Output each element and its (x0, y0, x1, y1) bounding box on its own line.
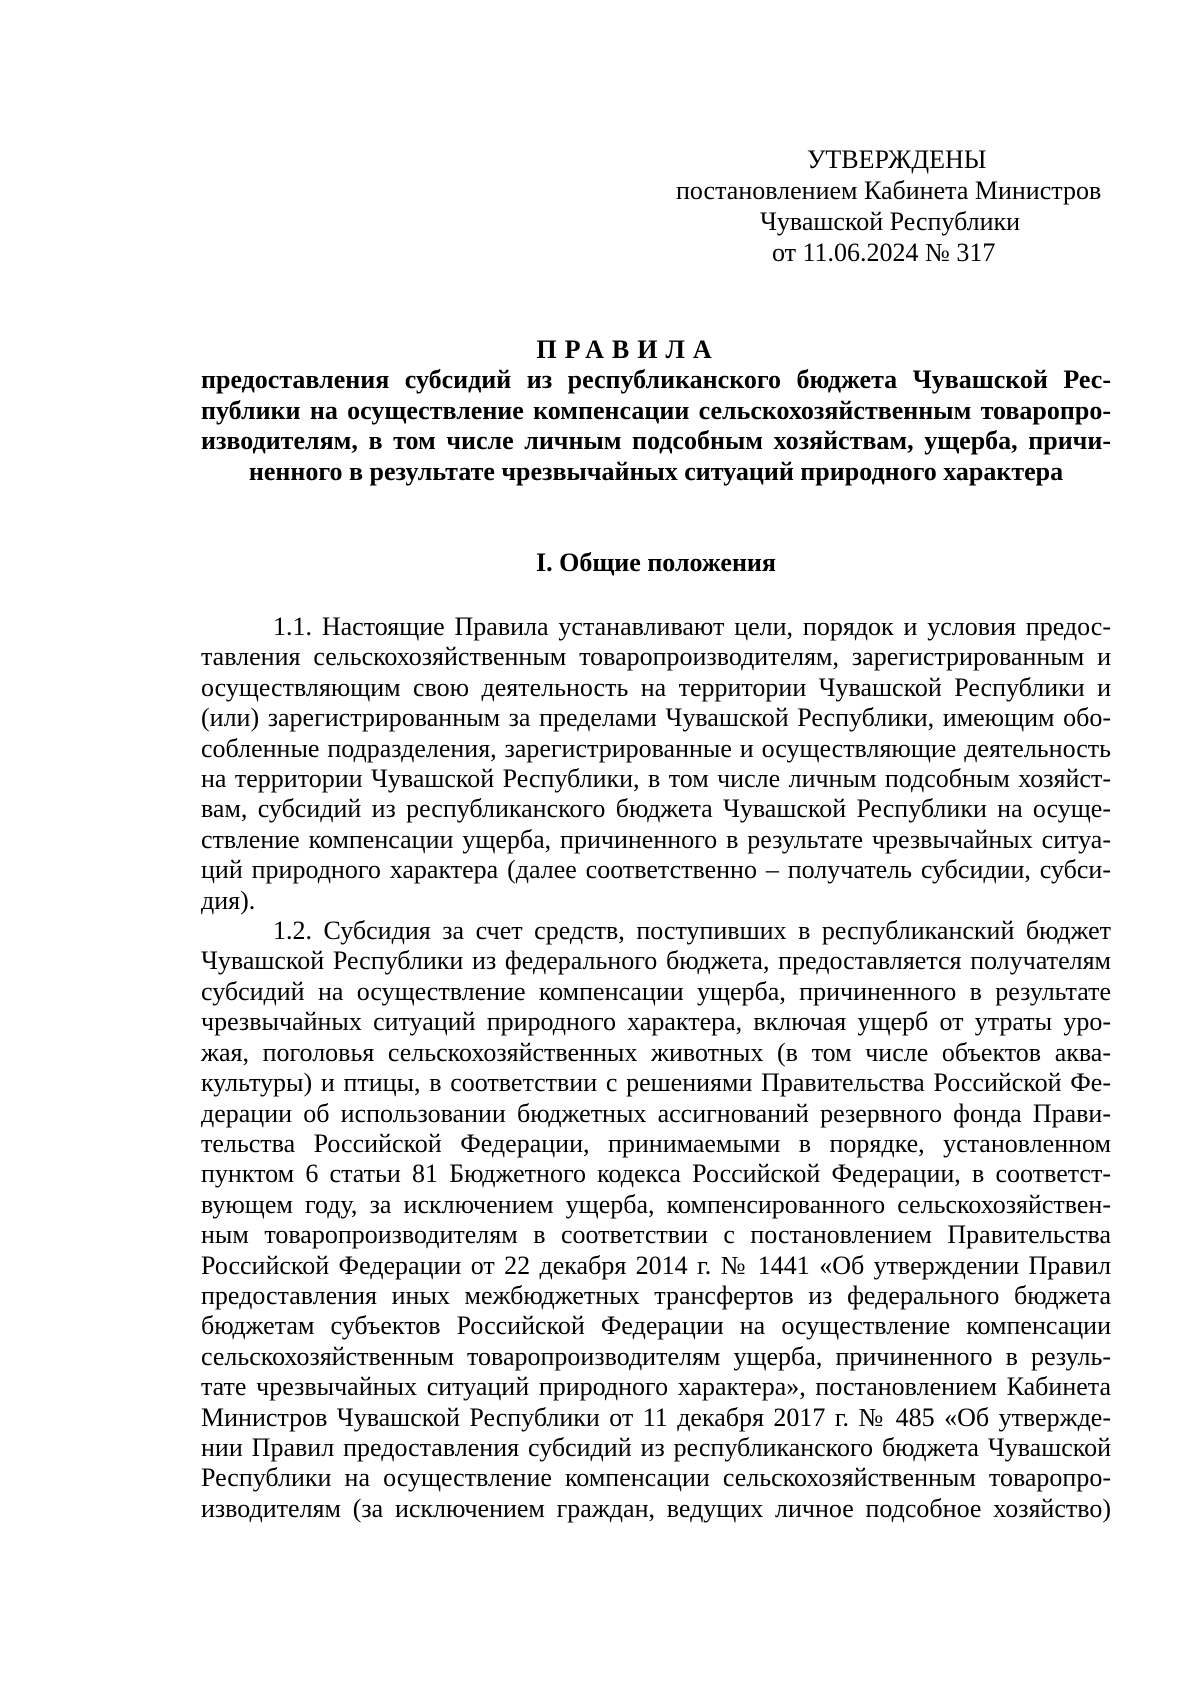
paragraph-1-1-line: собленные подразделения, зарегистрированные и осуществляющие деятельность (201, 733, 1111, 763)
document-subtitle (201, 365, 1111, 487)
paragraph-1-1-line: 1.1. Настоящие Правила устанавливают цели, порядок и условия предос- (273, 612, 1111, 641)
subtitle-line: публики на осуществление компенсации сельскохозяйственным товаропро- (201, 395, 1111, 425)
paragraph-1-2-line: тате чрезвычайных ситуаций природного характера», постановлением Кабинета (201, 1372, 1111, 1402)
subtitle-line: предоставления субсидий из республиканского бюджета Чувашской Рес- (201, 365, 1111, 394)
paragraph-1-1-line: вам, субсидий из республиканского бюджета Чувашской Республики на осуще- (201, 794, 1111, 824)
paragraph-1-1-line: (или) зарегистрированным за пределами Чувашской Республики, имеющим обо- (201, 703, 1111, 733)
paragraph-1-2-line: сельскохозяйственным товаропроизводителям ущерба, причиненного в резуль- (201, 1341, 1111, 1371)
subtitle-line: изводителям, в том числе личным подсобным хозяйствам, ущерба, причи- (201, 426, 1111, 455)
paragraph-1-1-line: тавления сельскохозяйственным товаропроизводителям, зарегистрированным и (201, 642, 1111, 672)
paragraph-1-2-line: предоставления иных межбюджетных трансфертов из федерального бюджета (201, 1280, 1111, 1310)
section-heading: I. Общие положения (536, 548, 776, 577)
document-title: ПРАВИЛА (536, 335, 720, 364)
paragraph-1-2-line: ным товаропроизводителям в соответствии с постановлением Правительства (201, 1220, 1111, 1250)
approval-issuer: постановлением Кабинета Министров (676, 176, 1102, 205)
paragraph-1-2-line: пунктом 6 статьи 81 Бюджетного кодекса Российской Федерации, в соответст- (201, 1159, 1111, 1189)
paragraph-1-2-line: Республики на осуществление компенсации сельскохозяйственным товаропро- (201, 1463, 1111, 1493)
paragraph-1-2-line: бюджетам субъектов Российской Федерации на осуществление компенсации (201, 1311, 1111, 1341)
paragraph-1-2-line: субсидий на осуществление компенсации ущерба, причиненного в результате (201, 976, 1111, 1006)
paragraph-1-2-line: жая, поголовья сельскохозяйственных животных (в том числе объектов аква- (201, 1037, 1111, 1067)
paragraph-1-2-line: Чувашской Республики из федерального бюджета, предоставляется получателям (201, 946, 1111, 976)
document-body (201, 612, 1111, 1524)
paragraph-1-2-line: изводителям (за исключением граждан, ведущих личное подсобное хозяйство) (201, 1493, 1111, 1523)
paragraph-1-2-line: Министров Чувашской Республики от 11 декабря 2017 г. № 485 «Об утвержде- (201, 1402, 1111, 1432)
paragraph-1-1-line: ций природного характера (далее соответственно – получатель субсидии, субси- (201, 855, 1111, 885)
paragraph-1-1-line: дия). (201, 885, 256, 915)
paragraph-1-2-line: чрезвычайных ситуаций природного характера, включая ущерб от утраты уро- (201, 1007, 1111, 1037)
approval-stamp (676, 144, 1156, 268)
paragraph-1-1-line: осуществляющим свою деятельность на территории Чувашской Республики и (201, 672, 1111, 702)
paragraph-1-1-line: на территории Чувашской Республики, в том числе личным подсобным хозяйст- (201, 764, 1111, 794)
paragraph-1-2-line: тельства Российской Федерации, принимаемыми в порядке, установленном (201, 1128, 1111, 1158)
paragraph-1-2-line: 1.2. Субсидия за счет средств, поступивших в республиканский бюджет (273, 916, 1111, 946)
approval-heading: УТВЕРЖДЕНЫ (807, 145, 987, 174)
approval-region: Чувашской Республики (760, 207, 1021, 236)
paragraph-1-2-line: нии Правил предоставления субсидий из республиканского бюджета Чувашской (201, 1432, 1111, 1462)
paragraph-1-2-line: дерации об использовании бюджетных ассигнований резервного фонда Прави- (201, 1098, 1111, 1128)
paragraph-1-2-line: Российской Федерации от 22 декабря 2014 г. № 1441 «Об утверждении Правил (201, 1250, 1111, 1280)
paragraph-1-2-line: культуры) и птицы, в соответствии с решениями Правительства Российской Фе- (201, 1068, 1111, 1098)
paragraph-1-1-line: ствление компенсации ущерба, причиненного в результате чрезвычайных ситуа- (201, 824, 1111, 854)
approval-date-number: от 11.06.2024 № 317 (772, 238, 996, 267)
paragraph-1-2-line: вующем году, за исключением ущерба, компенсированного сельскохозяйствен- (201, 1189, 1111, 1219)
subtitle-line: ненного в результате чрезвычайных ситуаций природного характера (248, 456, 1064, 486)
